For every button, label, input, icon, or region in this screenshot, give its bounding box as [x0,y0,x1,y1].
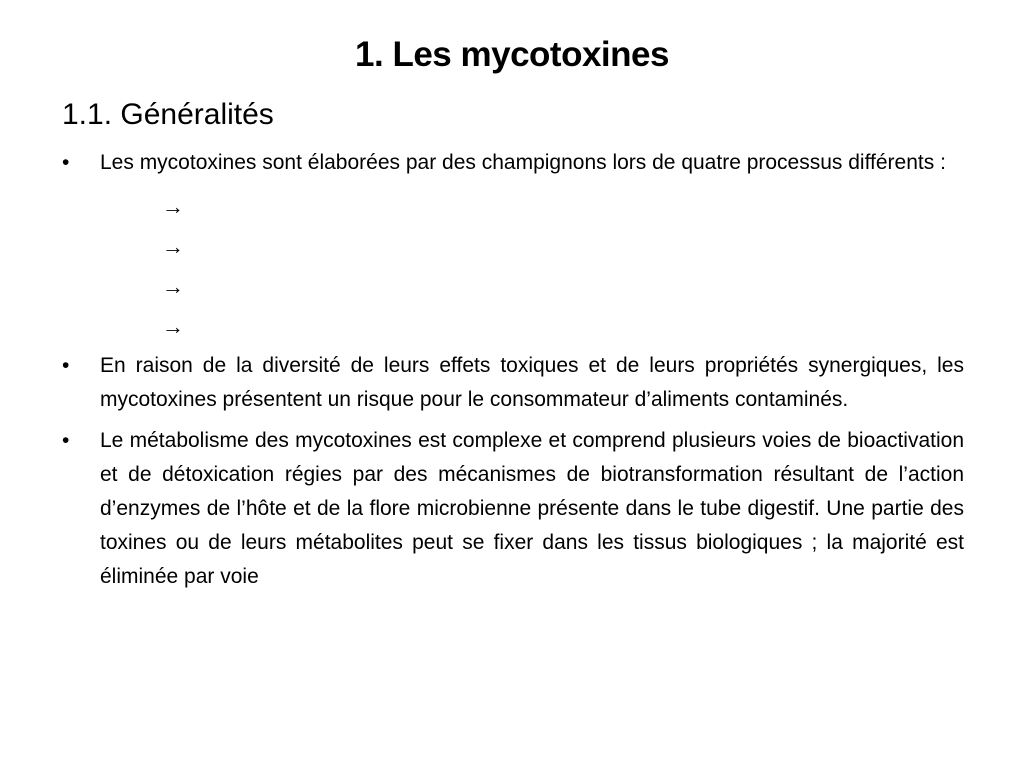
bullet-text: Le métabolisme des mycotoxines est complexe et comprend plusieurs voies de bioactivation et de détoxication régies par des mécanismes de biotransformation résultant de l’action d’enzymes de l’hôte et de la flore microbienne présente dans le tube digestif. Une partie des toxines ou de leurs métabolites peut se fixer dans les tissus biologiques ; la majorité est éliminée par voie [100,429,964,588]
arrow-item-1 [62,187,964,227]
bullet-dot: • [62,429,70,452]
bullet-text: Les mycotoxines sont élaborées par des champignons lors de quatre processus différents : [100,151,946,174]
bullet-item-3 [62,424,964,594]
arrow-item-3 [62,267,964,307]
arrow-item-2 [62,227,964,267]
arrow-right-icon: → [162,194,184,219]
arrow-right-icon: → [162,314,184,339]
bullet-dot: • [62,151,70,174]
section-heading: 1.1. Généralités [62,98,274,131]
bullet-text: En raison de la diversité de leurs effets toxiques et de leurs propriétés synergiques, les mycotoxines présentent un risque pour le consommateur d’aliments contaminés. [100,354,964,411]
bullet-item-1 [62,146,964,180]
arrow-item-4 [62,307,964,347]
slide-title: 1. Les mycotoxines [355,35,669,74]
bullet-dot: • [62,354,70,377]
arrow-right-icon: → [162,274,184,299]
arrow-list [62,187,964,347]
bullet-item-2 [62,349,964,417]
arrow-right-icon: → [162,234,184,259]
slide-body [62,146,964,601]
